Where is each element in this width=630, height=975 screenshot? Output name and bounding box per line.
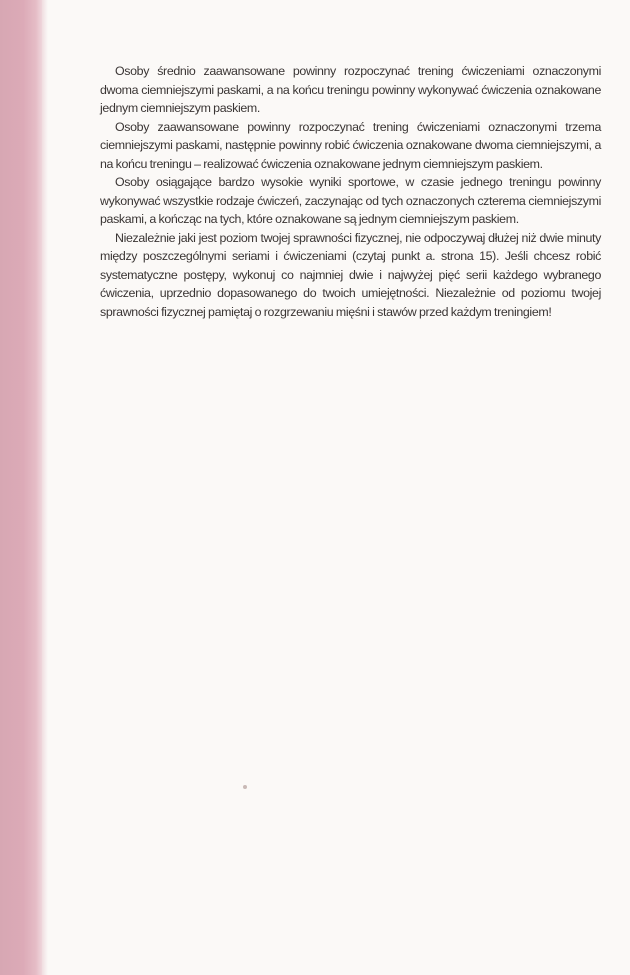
- paragraph-elite: Osoby osiągające bardzo wysokie wyniki sportowe, w czasie jednego treningu powinny wykonywać wszystkie rodzaje ćwiczeń, zaczynając od tych oznaczonych czterema ciemniejszymi paskami, a kończąc na tych, które oznakowane są jednym ciemniejszym paskiem.: [100, 175, 601, 226]
- paper-speck: [243, 785, 247, 789]
- paragraph-rest-advice: Niezależnie jaki jest poziom twojej sprawności fizycznej, nie odpoczywaj dłużej niż dwie minuty między poszczególnymi seriami i ćwiczeniami (czytaj punkt a. strona 15). Jeśli chcesz robić systematyczne postępy, wykonuj co najmniej dwie i najwyżej pięć serii każdego wybranego ćwiczenia, uprzednio dopasowanego do twoich umiejętności. Niezależnie od poziomu twojej sprawności fizycznej pamiętaj o rozgrzewaniu mięśni i stawów przed każdym treningiem!: [100, 230, 601, 319]
- page-text-block: [100, 62, 601, 321]
- pink-edge-strip: [0, 0, 42, 975]
- paragraph-intermediate: Osoby średnio zaawansowane powinny rozpoczynać trening ćwiczeniami oznaczonymi dwoma ciemniejszymi paskami, a na końcu treningu powinny wykonywać ćwiczenia oznakowane jednym ciemniejszym paskiem.: [100, 64, 601, 115]
- paragraph-advanced: Osoby zaawansowane powinny rozpoczynać trening ćwiczeniami oznaczonymi trzema ciemniejszymi paskami, następnie powinny robić ćwiczenia oznakowane dwoma ciemniejszymi, a na końcu treningu – realizować ćwiczenia oznakowane jednym ciemniejszym paskiem.: [100, 119, 601, 171]
